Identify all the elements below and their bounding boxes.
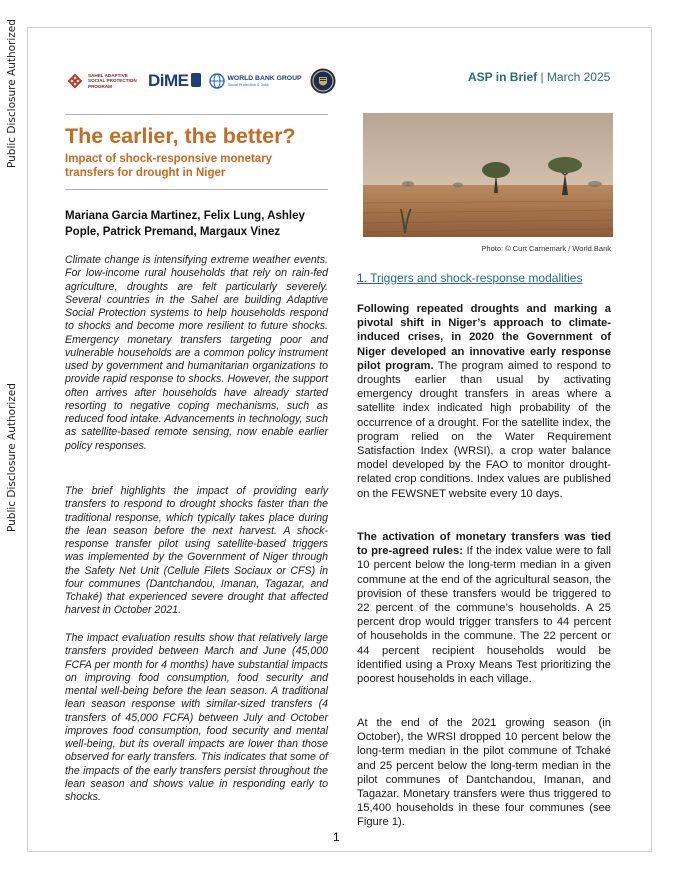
- section-1-paragraph-1-body: The program aimed to respond to droughts earlier than usual by activating emergency drought transfers in areas where a satellite index indicated high probability of the occurrence of a drought. For the satellite index, the program relied on the Water Requirement Satisfaction Index (WRSI), a crop water balance model developed by the FAO to monitor drought-related crop conditions. Index values are published on the FEWSNET website every 10 days.: [357, 359, 611, 500]
- dime-logo-mark: [191, 73, 201, 88]
- photo-credit: Photo: © Curt Carnemark / World Bank: [481, 244, 611, 253]
- title-rule-top: [65, 114, 328, 115]
- page-number: 1: [333, 830, 340, 844]
- sasp-logo-line-2: SOCIAL PROTECTION: [88, 78, 137, 84]
- dime-logo: [148, 71, 201, 91]
- section-1-paragraph-1-lead: Following repeated droughts and marking a pivotal shift in Niger’s approach to climate-induced crises, in 2020 the Government of Niger developed an innovative early response pilot program.: [357, 303, 611, 372]
- intro-paragraph-2: The brief highlights the impact of providing early transfers to respond to drought shocks faster than the traditional response, which typically takes place during the lean season before the next harvest. A shock-response transfer pilot using satellite-based triggers was implemented by the Government of Niger through the Safety Net Unit (Cellule Filets Sociaux or CFS) in four communes (Dantchandou, Imanan, Tagazar, and Tchaké) that experienced severe drought that affected harvest in October 2021.: [65, 485, 328, 617]
- disclosure-label-top: Public Disclosure Authorized: [6, 19, 18, 168]
- section-1-heading[interactable]: 1. Triggers and shock-response modalities: [357, 271, 583, 285]
- section-1-paragraph-2-body: If the index value were to fall 10 percent below the long-term median in a given commune at the end of the agricultural season, the provision of these transfers would be triggered to 22 percent of the commune’s households. A 25 percent drop would trigger transfers to 44 percent of households in the commune. The 22 percent or 44 percent recipient households would be identified using a Proxy Means Test prioritizing the poorest households in each village.: [357, 545, 611, 686]
- section-1-paragraph-1: [357, 302, 611, 501]
- series-name: ASP in Brief: [468, 70, 538, 84]
- brief-header: [468, 70, 610, 84]
- world-bank-logo-subtext: Social Protection & Jobs: [227, 82, 269, 87]
- dime-bar-icon: [191, 73, 201, 87]
- intro-paragraph-1: Climate change is intensifying extreme weather events. For low-income rural households that rely on rain-fed agriculture, droughts are felt particularly severely. Several countries in the Sahel are building Adaptive Social Protection systems to help households respond to shocks and become more resilient to future shocks. Emergency monetary transfers targeting poor and vulnerable households are a common policy instrument used by government and humanitarian organizations to provide rapid response to shocks. However, the support often arrives after households have already started resorting to negative coping mechanisms, such as reduced food intake. Advancements in technology, such as satellite-based remote sensing, now enable earlier policy responses.: [65, 254, 328, 452]
- world-bank-logo-text: WORLD BANK GROUP: [227, 74, 302, 82]
- sasp-knot-icon: [66, 72, 84, 90]
- title-rule-bottom: [65, 189, 328, 190]
- section-1-paragraph-2: [357, 530, 611, 686]
- dime-logo-text: DiME: [148, 71, 189, 90]
- section-1-paragraph-3: At the end of the 2021 growing season (in October), the WRSI dropped 10 percent below the long-term median in the pilot commune of Tchaké and 25 percent below the long-term median in the pilot communes of Dantchandou, Imanan, and Tagazar. Monetary transfers were thus triggered to 15,400 households in these four communes (see Figure 1).: [357, 717, 611, 829]
- sasp-logo-line-3: PROGRAM: [88, 83, 112, 89]
- section-1-paragraph-2-lead: The activation of monetary transfers was tied to pre-agreed rules:: [357, 531, 611, 558]
- university-crest-icon: [310, 66, 336, 96]
- sasp-logo-line-1: SAHEL ADAPTIVE: [88, 72, 128, 78]
- authors: Mariana Garcia Martinez, Felix Lung, Ashley Pople, Patrick Premand, Margaux Vinez: [65, 210, 305, 238]
- globe-icon: [209, 73, 225, 89]
- page-title: The earlier, the better?: [65, 124, 296, 148]
- page-subtitle: Impact of shock-responsive monetary transfers for drought in Niger: [65, 153, 273, 179]
- issue-date: | March 2025: [540, 70, 611, 84]
- intro-paragraph-3: The impact evaluation results show that relatively large transfers provided between March and June (45,000 FCFA per month for 4 months) have substantial impacts on improving food consumption, food security and mental well-being before the lean season. A traditional lean season response with similar-sized transfers (4 transfers of 45,000 FCFA) between July and October improves food consumption, food security and mental well-being, but its overall impacts are lower than those observed for early transfers. This indicates that some of the impacts of the early transfers persist throughout the lean season and shows value in responding early to shocks.: [65, 632, 328, 803]
- world-bank-logo: [209, 73, 302, 89]
- drought-landscape-photo: [363, 113, 613, 237]
- photo-illustration: [363, 113, 613, 237]
- partner-logos: [66, 64, 336, 98]
- sasp-logo: [66, 72, 140, 90]
- disclosure-label-bottom: Public Disclosure Authorized: [6, 383, 18, 532]
